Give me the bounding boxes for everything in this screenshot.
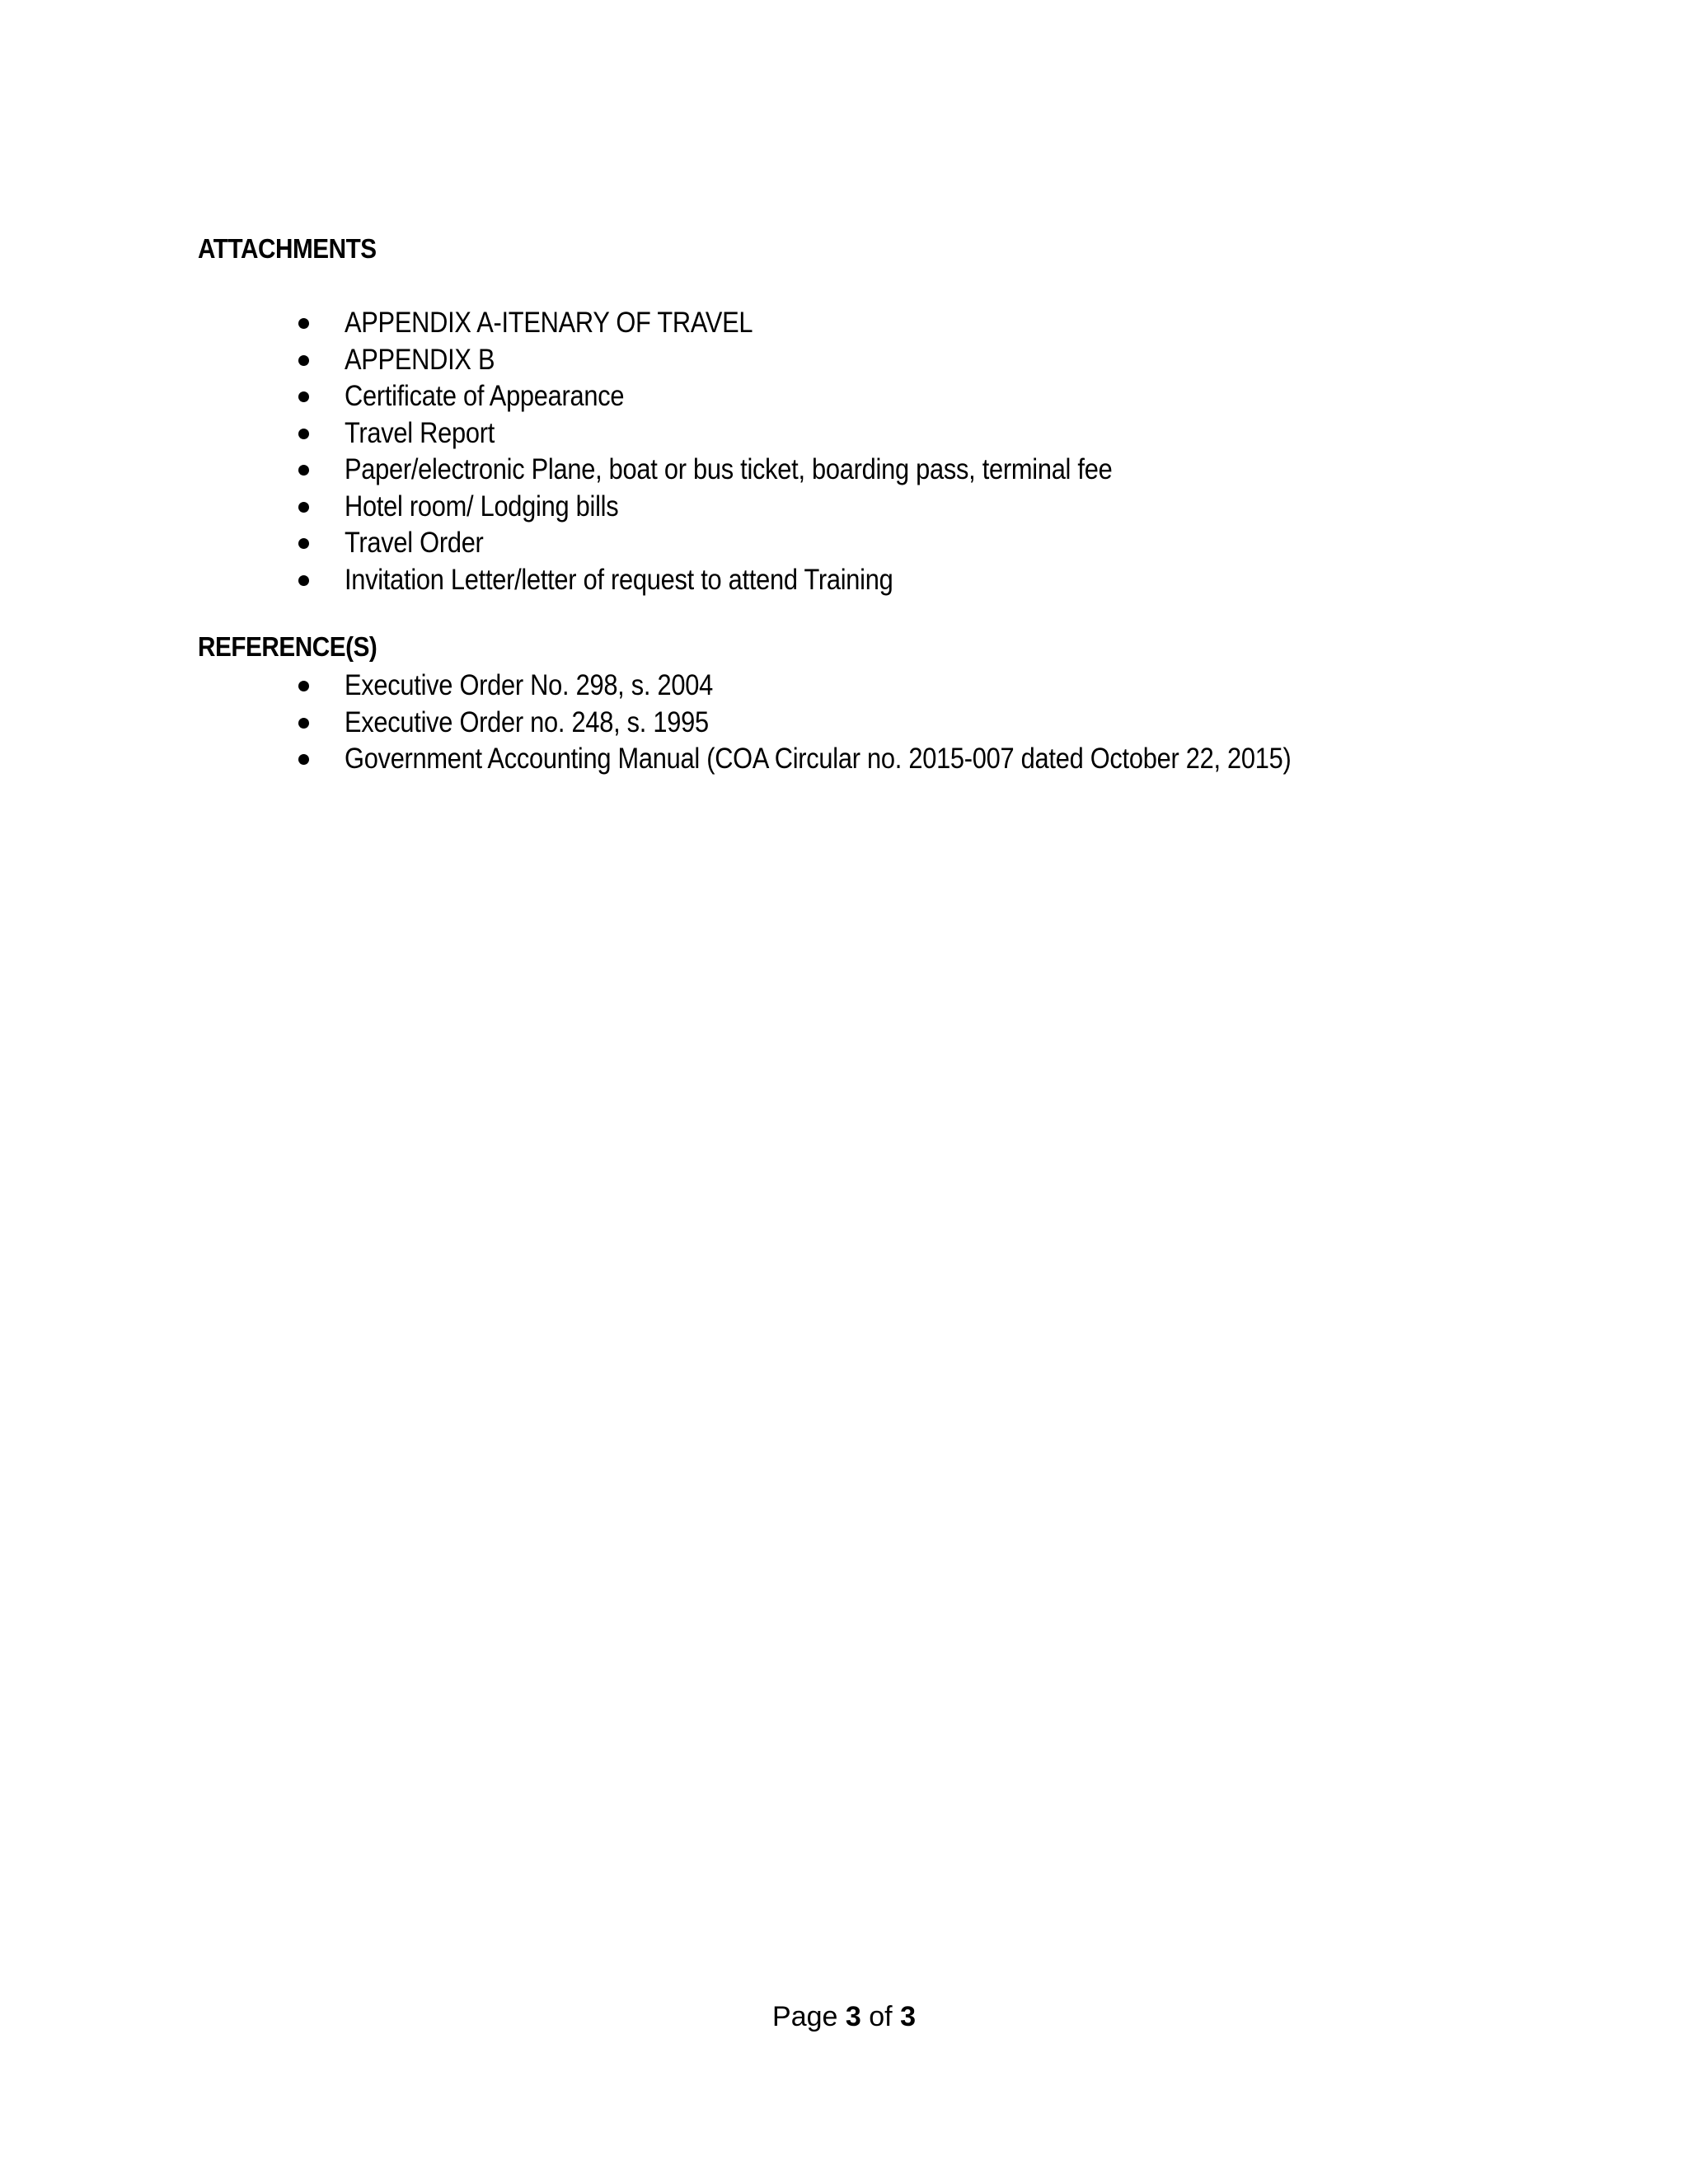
list-item <box>0 452 1566 489</box>
bullet-icon <box>298 391 309 402</box>
bullet-icon <box>298 754 309 765</box>
bullet-icon <box>298 502 309 513</box>
list-item <box>0 305 1566 342</box>
current-page-number: 3 <box>845 2001 861 2032</box>
bullet-icon <box>298 318 309 329</box>
list-item <box>0 525 1566 562</box>
references-heading: REFERENCE(S) <box>198 631 377 662</box>
reference-item-text: Executive Order no. 248, s. 1995 <box>345 705 709 738</box>
attachments-heading: ATTACHMENTS <box>198 233 377 264</box>
page-number-footer <box>0 1999 1688 2034</box>
bullet-icon <box>298 538 309 549</box>
page-label: Page <box>772 2001 838 2032</box>
attachment-item-text: Certificate of Appearance <box>345 380 625 412</box>
attachment-item-text: Travel Report <box>345 416 495 449</box>
attachment-item-text: Invitation Letter/letter of request to attend Training <box>345 563 893 596</box>
list-item <box>0 342 1566 379</box>
reference-item-text: Government Accounting Manual (COA Circular no. 2015-007 dated October 22, 2015) <box>345 743 1292 775</box>
bullet-icon <box>298 575 309 586</box>
list-item <box>0 562 1566 599</box>
bullet-icon <box>298 355 309 366</box>
list-item <box>0 415 1566 452</box>
list-item <box>0 668 1566 705</box>
list-item <box>0 378 1566 415</box>
list-item <box>0 489 1566 526</box>
total-pages-number: 3 <box>900 2001 916 2032</box>
reference-item-text: Executive Order No. 298, s. 2004 <box>345 669 713 701</box>
of-label: of <box>869 2001 893 2032</box>
list-item <box>0 705 1566 742</box>
list-item <box>0 741 1566 778</box>
bullet-icon <box>298 681 309 691</box>
references-list <box>0 668 1566 778</box>
attachments-list <box>0 305 1566 598</box>
attachment-item-text: Paper/electronic Plane, boat or bus ticket, boarding pass, terminal fee <box>345 453 1113 485</box>
bullet-icon <box>298 429 309 439</box>
bullet-icon <box>298 465 309 476</box>
attachment-item-text: Hotel room/ Lodging bills <box>345 490 619 523</box>
attachment-item-text: APPENDIX A-ITENARY OF TRAVEL <box>345 307 753 339</box>
bullet-icon <box>298 718 309 729</box>
attachment-item-text: APPENDIX B <box>345 343 495 376</box>
attachment-item-text: Travel Order <box>345 527 484 559</box>
